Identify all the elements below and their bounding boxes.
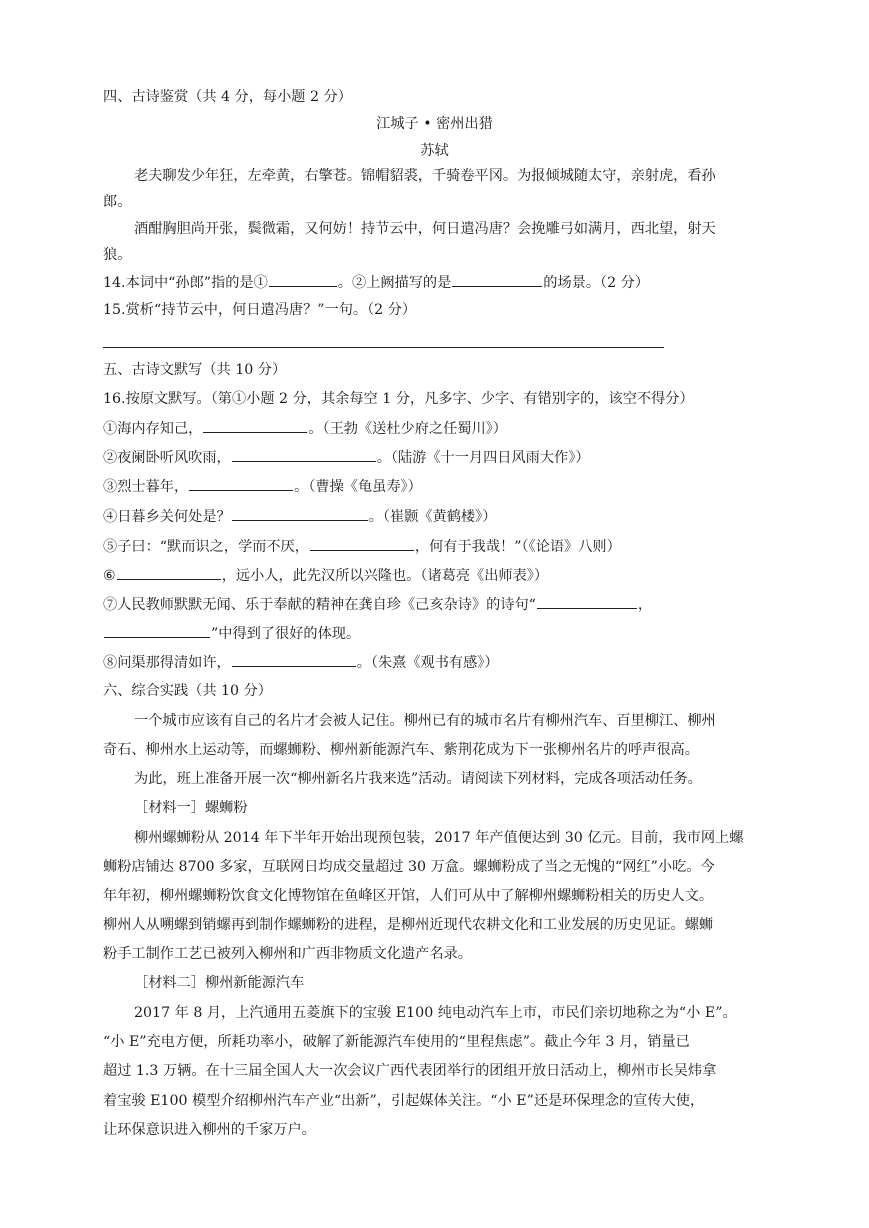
item-source: ，远小人，此先汉所以兴隆也。（诸葛亮《出师表》） [221, 568, 549, 584]
recite-item-1 [103, 418, 507, 439]
q14-text-a: 14.本词中“孙郎”指的是① [103, 275, 268, 291]
answer-blank[interactable] [537, 594, 637, 609]
recite-item-4 [103, 506, 496, 527]
item-text: ⑦人民教师默默无闻、乐于奉献的精神在龚自珍《己亥杂诗》的诗句“ [103, 597, 536, 613]
answer-blank[interactable] [310, 536, 414, 551]
item-source: 。（王勃《送杜少府之任蜀川》） [308, 421, 507, 437]
material-2-line-5: 让环保意识进入柳州的千家万户。 [103, 1122, 316, 1138]
item-text: ③烈士暮年， [103, 479, 189, 495]
item-text: ”中得到了很好的体现。 [211, 626, 361, 642]
material-1-line-2: 蛳粉店铺达 8700 多家，互联网日均成交量超过 30 万盒。螺蛳粉成了当之无愧的“网红”小吃。今 [103, 859, 715, 875]
answer-blank[interactable] [117, 565, 221, 580]
material-2-title: ［材料二］柳州新能源汽车 [134, 975, 305, 991]
material-2-line-4: 着宝骏 E100 模型介绍柳州汽车产业“出新”，引起媒体关注。“小 E”还是环保理念的宣传大使， [103, 1093, 705, 1109]
answer-blank[interactable] [189, 476, 293, 491]
recite-item-6 [103, 565, 548, 586]
section-5-heading: 五、古诗文默写（共 10 分） [103, 362, 287, 378]
item-text: ⑤子曰：“默而识之，学而不厌， [103, 539, 309, 555]
material-1-line-4: 柳州人从嗍螺到销螺再到制作螺蛳粉的进程，是柳州近现代农耕文化和工业发展的历史见证。螺蛳 [103, 917, 714, 933]
item-source: 。（崔颢《黄鹤楼》） [368, 509, 497, 525]
answer-blank[interactable] [232, 447, 376, 462]
recite-item-2 [103, 447, 590, 468]
recite-item-7-cont [103, 623, 360, 644]
section-4-heading: 四、古诗鉴赏（共 4 分，每小题 2 分） [103, 89, 352, 105]
poem-title: 江城子 • 密州出猎 [376, 116, 493, 132]
item-text: ④日暮乡关何处是？ [103, 509, 231, 525]
poem-paragraph-1-line-1: 老夫聊发少年狂，左牵黄，右擎苍。锦帽貂裘，千骑卷平冈。为报倾城随太守，亲射虎，看孙 [134, 168, 716, 184]
item-text: ①海内存知己， [103, 421, 203, 437]
answer-blank[interactable] [452, 272, 542, 287]
answer-blank[interactable] [203, 418, 307, 433]
poem-paragraph-2-line-1: 酒酣胸胆尚开张，鬓微霜，又何妨！持节云中，何日遣冯唐？会挽雕弓如满月，西北望，射天 [134, 221, 716, 237]
material-1-line-3: 年年初，柳州螺蛳粉饮食文化博物馆在鱼峰区开馆，人们可从中了解柳州螺蛳粉相关的历史人文。 [103, 888, 714, 904]
poem-paragraph-2-line-2: 狼。 [103, 247, 132, 263]
question-14 [103, 272, 649, 293]
question-16: 16.按原文默写。（第①小题 2 分，其余每空 1 分，凡多字、少字、有错别字的，该空不得分） [103, 391, 694, 407]
material-2-line-3: 超过 1.3 万辆。在十三届全国人大一次会议广西代表团举行的团组开放日活动上，柳州市长吴炜拿 [103, 1063, 717, 1079]
answer-blank[interactable] [269, 272, 337, 287]
item-text: ， [637, 597, 653, 613]
recite-item-3 [103, 476, 422, 497]
question-15: 15.赏析“持节云中，何日遣冯唐？”一句。（2 分） [103, 302, 417, 318]
recite-item-7 [103, 594, 652, 615]
item-source: ，何有于我哉！”（《论语》八则） [414, 539, 621, 555]
item-text: ⑥ [103, 568, 116, 584]
q14-text-c: 的场景。（2 分） [543, 275, 650, 291]
material-1-line-1: 柳州螺蛳粉从 2014 年下半年开始出现预包装，2017 年产值便达到 30 亿元。目前，我市网上螺 [134, 830, 744, 846]
answer-blank[interactable] [104, 623, 210, 638]
material-1-line-5: 粉手工制作工艺已被列入柳州和广西非物质文化遗产名录。 [103, 946, 472, 962]
material-2-line-2: “小 E”充电方便，所耗功率小，破解了新能源汽车使用的“里程焦虑”。截止今年 3 月，销量已 [103, 1034, 690, 1050]
answer-line[interactable] [103, 347, 664, 348]
poem-author: 苏轼 [420, 143, 449, 159]
item-source: 。（朱熹《观书有感》） [356, 655, 499, 671]
item-source: 。（陆游《十一月四日风雨大作》） [376, 450, 590, 466]
answer-blank[interactable] [232, 506, 368, 521]
q14-text-b: 。②上阙描写的是 [337, 275, 452, 291]
recite-item-5 [103, 536, 621, 557]
intro-line-3: 为此，班上准备开展一次“柳州新名片我来选”活动。请阅读下列材料，完成各项活动任务。 [134, 771, 702, 787]
intro-line-2: 奇石、柳州水上运动等，而螺蛳粉、柳州新能源汽车、紫荆花成为下一张柳州名片的呼声很高。 [103, 742, 699, 758]
item-source: 。（曹操《龟虽寿》） [294, 479, 422, 495]
item-text: ②夜阑卧听风吹雨， [103, 450, 231, 466]
answer-blank[interactable] [232, 652, 356, 667]
intro-line-1: 一个城市应该有自己的名片才会被人记住。柳州已有的城市名片有柳州汽车、百里柳江、柳州 [134, 713, 716, 729]
item-text: ⑧问渠那得清如许， [103, 655, 231, 671]
material-2-line-1: 2017 年 8 月，上汽通用五菱旗下的宝骏 E100 纯电动汽车上市，市民们亲切地称之为“小 E”。 [134, 1005, 737, 1021]
recite-item-8 [103, 652, 499, 673]
poem-paragraph-1-line-2: 郎。 [103, 194, 132, 210]
material-1-title: ［材料一］螺蛳粉 [134, 800, 248, 816]
section-6-heading: 六、综合实践（共 10 分） [103, 683, 272, 699]
